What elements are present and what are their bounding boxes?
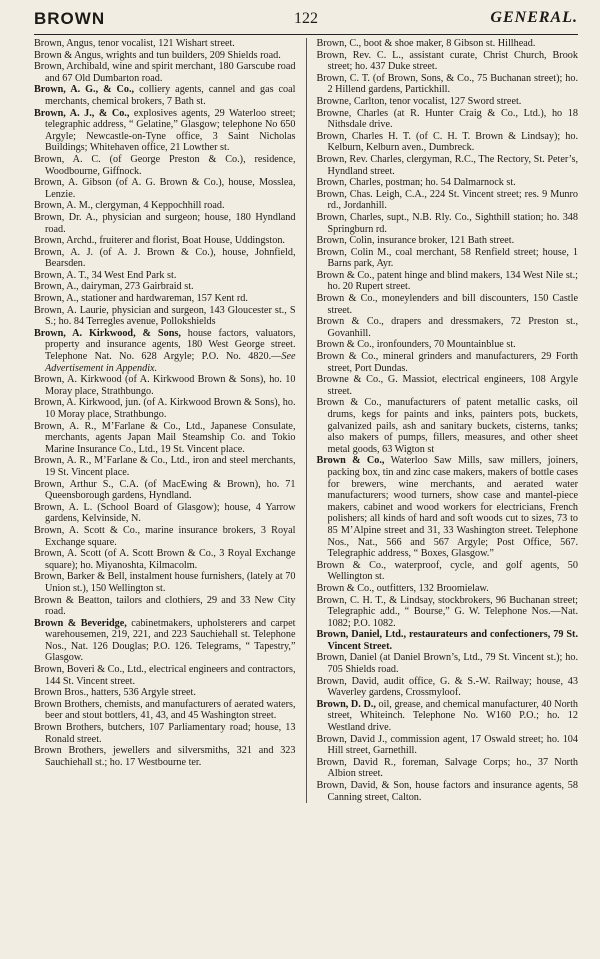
- directory-entry: Brown, Angus, tenor vocalist, 121 Wishart street.: [34, 38, 235, 49]
- directory-entry: Brown, A. M., clergyman, 4 Keppochhill road.: [34, 200, 225, 212]
- directory-entry: Brown, A. Scott & Co., marine insurance brokers, 3 Royal Exchange square.: [34, 524, 296, 548]
- page-header: [34, 8, 578, 35]
- directory-entry: Brown, Archibald, wine and spirit merchant, 180 Garscube road and 67 Old Dumbarton road.: [34, 61, 296, 84]
- directory-entry: Brown, David J., commission agent, 17 Oswald street; ho. 104 Hill street, Garnethill.: [316, 733, 578, 757]
- directory-entry: Brown, C. H. T., & Lindsay, stockbrokers, 96 Buchanan street; Telegraphic add., “ Bourse,” G. W. Telephone Nos.—Nat. 1082; P.O. 1082.: [316, 594, 578, 629]
- entry-name-bold: Brown, A. G., & Co.,: [34, 84, 135, 96]
- directory-entry: Brown, Chas. Leigh, C.A., 224 St. Vincent street; res. 9 Munro rd., Jordanhill.: [316, 188, 578, 212]
- directory-entry: Browne, Carlton, tenor vocalist, 127 Sword street.: [316, 95, 522, 107]
- directory-entry: Brown & Co., patent hinge and blind makers, 134 West Nile st.; ho. 20 Rupert street.: [316, 269, 578, 293]
- directory-entry: Brown Brothers, chemists, and manufacturers of aerated waters, beer and stout bottlers, 41, 43, and 45 Washington street.: [34, 698, 296, 722]
- directory-entry: Brown, Rev. Charles, clergyman, R.C., The Rectory, St. Peter’s, Hyndland street.: [316, 153, 578, 177]
- entry-name-bold: Brown, D. D.,: [316, 698, 376, 710]
- directory-entry: Brown, A. G., & Co., colliery agents, cannel and gas coal merchants, chemical brokers, 7 Bath st.: [34, 84, 296, 107]
- directory-entry: Brown, A. Kirkwood, & Sons, house factors, valuators, property and insurance agents, 180 West George street. Telephone Nat. No. 628 Argyle; P.O. No. 4820.—See Advertisement in Appendix.: [34, 327, 296, 374]
- directory-entry: Brown, A. Kirkwood (of A. Kirkwood Brown & Sons), ho. 10 Moray place, Strathbungo.: [34, 374, 296, 397]
- directory-entry: Brown & Angus, wrights and tun builders, 209 Shields road.: [34, 49, 281, 61]
- page-number: 122: [294, 10, 318, 27]
- directory-entry: Brown, A. Scott (of A. Scott Brown & Co., 3 Royal Exchange square); ho. Miyanoshta, Kilmacolm.: [34, 548, 296, 571]
- directory-entry: Brown, Rev. C. L., assistant curate, Christ Church, Brook street; ho. 437 Duke street.: [316, 49, 578, 73]
- directory-entry: Brown, Charles H. T. (of C. H. T. Brown & Lindsay); ho. Kelburn, Kelburn aven., Dumbreck.: [316, 130, 578, 154]
- directory-entry: Brown & Co., ironfounders, 70 Mountainblue st.: [316, 339, 516, 351]
- directory-entry: Brown, A. R., M’Farlane & Co., Ltd., iron and steel merchants, 19 St. Vincent place.: [34, 455, 296, 478]
- header-surname: BROWN: [34, 9, 106, 28]
- directory-entry: Brown & Co., mineral grinders and manufacturers, 29 Forth street, Port Dundas.: [316, 351, 578, 374]
- directory-entry: Brown, David, & Son, house factors and insurance agents, 58 Canning street, Calton.: [316, 780, 578, 803]
- directory-entry: Brown, Charles, supt., N.B. Rly. Co., Sighthill station; ho. 348 Springburn rd.: [316, 211, 578, 235]
- entry-name-bold: Brown & Beveridge,: [34, 617, 127, 629]
- directory-entry: Brown & Co., drapers and dressmakers, 72 Preston st., Govanhill.: [316, 316, 578, 339]
- directory-entry: Brown & Beatton, tailors and clothiers, 29 and 33 New City road.: [34, 594, 296, 618]
- directory-entry: Brown, A. T., 34 West End Park st.: [34, 269, 177, 281]
- directory-entry: Brown, A. C. (of George Preston & Co.), residence, Woodbourne, Giffnock.: [34, 153, 296, 177]
- directory-entry: Brown, A. J., & Co., explosives agents, 29 Waterloo street; telegraphic address, “ Gelatine,” Glasgow; telephone No 650 Argyle; Newcastle-on-Tyne office, 3 Saint Nicholas Buildings; Whitehaven office, 21 Lowther st.: [34, 107, 296, 154]
- directory-entry: Brown, Arthur S., C.A. (of MacEwing & Brown), ho. 71 Queensborough gardens, Hyndland.: [34, 478, 296, 502]
- directory-entry: Browne & Co., G. Massiot, electrical engineers, 108 Argyle street.: [316, 374, 578, 397]
- directory-entry: Browne, Charles (at R. Hunter Craig & Co., Ltd.), ho 18 Nithsdale drive.: [316, 107, 578, 131]
- entry-name-bold: Brown, Daniel, Ltd., restaurateurs and confectioners, 79 St. Vincent Street.: [316, 629, 578, 652]
- directory-entry: Brown & Co., moneylenders and bill discounters, 150 Castle street.: [316, 293, 578, 316]
- directory-entry: Brown Brothers, jewellers and silversmiths, 321 and 323 Sauchiehall st.; ho. 17 Westbourne ter.: [34, 745, 296, 768]
- columns: [34, 38, 578, 803]
- directory-entry: Brown, Colin, insurance broker, 121 Bath street.: [316, 235, 515, 247]
- directory-entry: Brown, A. L. (School Board of Glasgow); house, 4 Yarrow gardens, Kelvinside, N.: [34, 501, 296, 525]
- directory-entry: Brown, A. Gibson (of A. G. Brown & Co.), house, Mosslea, Lenzie.: [34, 177, 296, 200]
- directory-entry: Brown, A. J. (of A. J. Brown & Co.), house, Johnfield, Bearsden.: [34, 246, 296, 270]
- directory-entry: Brown, D. D., oil, grease, and chemical manufacturer, 40 North street, Whiteinch. Telephone No. W160 P.O.; ho. 12 Westland drive.: [316, 698, 579, 734]
- directory-entry: Brown, Colin M., coal merchant, 58 Renfield street; house, 1 Barns park, Ayr.: [316, 246, 578, 270]
- directory-entry: Brown Brothers, butchers, 107 Parliamentary road; house, 13 Ronald street.: [34, 722, 296, 745]
- right-column: [317, 38, 579, 803]
- entry-name-bold: Brown, A. Kirkwood, & Sons,: [34, 327, 181, 339]
- directory-entry: Brown, Daniel (at Daniel Brown’s, Ltd., 79 St. Vincent st.); ho. 705 Shields road.: [316, 652, 578, 676]
- directory-entry: Brown, C. T. (of Brown, Sons, & Co., 75 Buchanan street); ho. 2 Hillend gardens, Partickhill.: [316, 72, 578, 96]
- header-section: GENERAL.: [490, 9, 578, 26]
- directory-entry: Brown & Beveridge, cabinetmakers, upholsterers and carpet warehousemen, 219, 221, and 223 Sauchiehall st. Telephone Nos., Nat. 126 Douglas; P.O. 126. Telegrams, “ Tapestry,” Glasgow.: [34, 617, 296, 664]
- directory-entry: Brown, Boveri & Co., Ltd., electrical engineers and contractors, 144 St. Vincent street.: [34, 664, 296, 687]
- left-column: [34, 38, 307, 803]
- directory-entry: Brown Bros., hatters, 536 Argyle street.: [34, 687, 196, 699]
- directory-entry: Brown & Co., Waterloo Saw Mills, saw millers, joiners, packing box, tin and zinc case makers, makers of bottle cases for brewers, wine merchants, and aerated water manufacturers; wood turners, show case and mantel-piece makers, cabinet and wood workers for electricians, French polishers; all kinds of hard and soft woods cut to sizes, 73 to 85 M’Alpine street and 31, 33 Washington street. Telephone Nos., Nat., 566 and 567 Argyle; Post Office, 567. Telegraphic address, “ Boxes, Glasgow.”: [316, 455, 578, 560]
- entry-note-italic: See Advertisement in Appendix.: [45, 351, 296, 374]
- directory-entry: Brown & Co., outfitters, 132 Broomielaw.: [316, 582, 489, 594]
- directory-entry: [317, 629, 579, 652]
- directory-entry: Brown, Barker & Bell, instalment house furnishers, (lately at 70 Union st.), 150 Wellington st.: [34, 571, 296, 594]
- directory-entry: Brown & Co., manufacturers of patent metallic casks, oil drums, kegs for paints and inks, painters pots, buckets, galvanized pails, ash and sanitary buckets, cisterns, tanks; also makers of pumps, fillers, measures, and other sheet metal goods, 63 Wigton st: [316, 397, 578, 455]
- entry-name-bold: Brown, A. J., & Co.,: [34, 107, 130, 119]
- directory-entry: Brown, A. Kirkwood, jun. (of A. Kirkwood Brown & Sons), ho. 10 Moray place, Strathbungo.: [34, 397, 296, 420]
- directory-entry: Brown, Dr. A., physician and surgeon; house, 180 Hyndland road.: [34, 211, 296, 235]
- directory-entry: Brown, A., stationer and hardwareman, 157 Kent rd.: [34, 293, 248, 305]
- directory-entry: Brown, Charles, postman; ho. 54 Dalmarnock st.: [316, 177, 516, 189]
- directory-entry: Brown, C., boot & shoe maker, 8 Gibson st. Hillhead.: [316, 38, 536, 49]
- directory-entry: Brown & Co., waterproof, cycle, and golf agents, 50 Wellington st.: [316, 559, 578, 583]
- directory-entry: Brown, A. R., M’Farlane & Co., Ltd., Japanese Consulate, merchants, agents Japan Mail Steamship Co. and Tokio Marine Insurance Co., Ltd., 19 St. Vincent place.: [34, 420, 296, 455]
- directory-entry: Brown, A. Laurie, physician and surgeon, 143 Gloucester st., S S.; ho. 84 Terregles avenue, Pollokshields: [34, 304, 296, 328]
- directory-entry: Brown, Archd., fruiterer and florist, Boat House, Uddingston.: [34, 235, 285, 247]
- directory-entry: Brown, David R., foreman, Salvage Corps; ho., 37 North Albion street.: [316, 756, 578, 780]
- directory-entry: Brown, David, audit office, G. & S.-W. Railway; house, 43 Waverley gardens, Crossmyloof.: [316, 675, 578, 699]
- entry-name-bold: Brown & Co.,: [316, 455, 385, 467]
- directory-entry: Brown, A., dairyman, 273 Gairbraid st.: [34, 281, 194, 293]
